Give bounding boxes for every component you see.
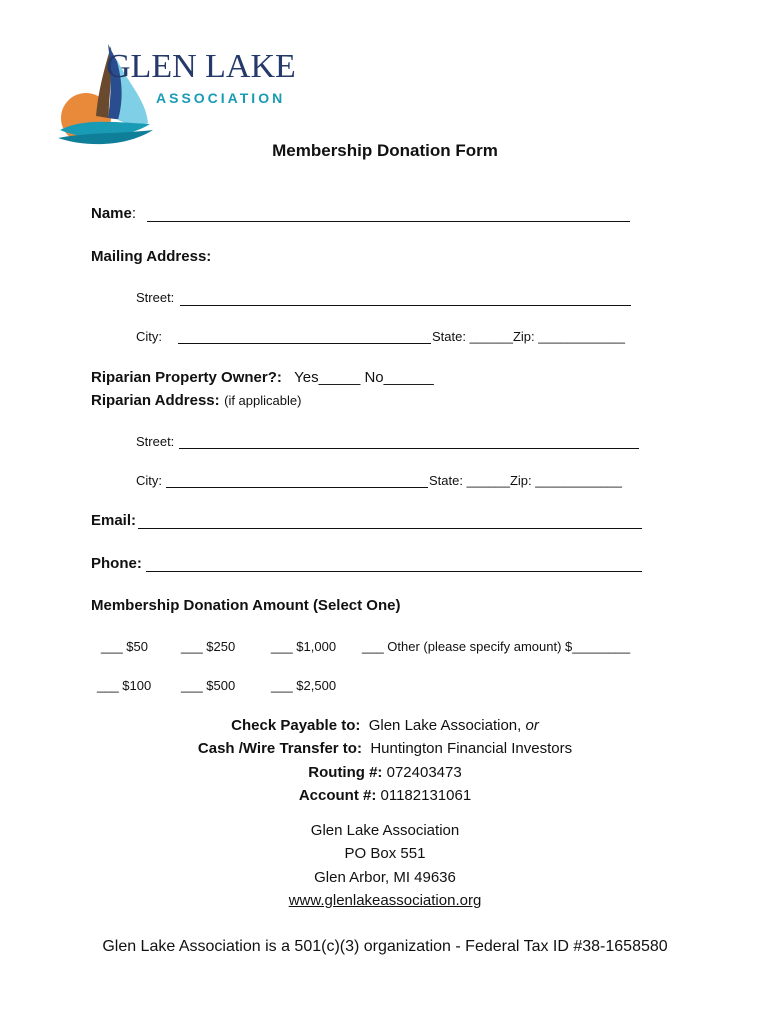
riparian-zip-field[interactable]: Zip: ____________ xyxy=(509,473,623,488)
name-label xyxy=(91,205,136,222)
riparian-city-field[interactable] xyxy=(166,487,428,488)
email-field[interactable] xyxy=(138,528,642,529)
account-label: Account #: xyxy=(298,787,377,804)
phone-label: Phone: xyxy=(91,555,142,572)
riparian-owner-label: Riparian Property Owner?: xyxy=(91,369,282,386)
amount-heading: Membership Donation Amount (Select One) xyxy=(91,597,401,614)
form-title: Membership Donation Form xyxy=(272,141,498,160)
footer-tax-id: Glen Lake Association is a 501(c)(3) organization - Federal Tax ID #38-1658580 xyxy=(102,938,668,955)
riparian-address-note: (if applicable) xyxy=(224,393,302,408)
riparian-owner-row xyxy=(91,369,434,386)
email-label: Email: xyxy=(91,512,137,529)
mailing-zip-field[interactable]: Zip: ____________ xyxy=(512,329,626,344)
amount-option-500[interactable]: ___ $500 xyxy=(181,678,236,693)
check-payable-row xyxy=(0,717,770,734)
website-link[interactable]: www.glenlakeassociation.org xyxy=(288,892,482,909)
riparian-street-field[interactable] xyxy=(179,448,639,449)
mailing-street-label: Street: xyxy=(136,290,175,305)
mailing-address-heading: Mailing Address: xyxy=(91,248,212,265)
check-payable-or: or xyxy=(525,717,539,734)
riparian-state-zip[interactable] xyxy=(429,473,622,488)
amount-option-250[interactable]: ___ $250 xyxy=(181,639,236,654)
amount-option-50[interactable]: ___ $50 xyxy=(101,639,148,654)
amount-option-other[interactable]: ___ Other (please specify amount) $________ xyxy=(362,639,631,654)
logo-subtitle: ASSOCIATION xyxy=(156,90,286,106)
amount-option-100[interactable]: ___ $100 xyxy=(97,678,152,693)
routing-row xyxy=(0,764,770,781)
address-city: Glen Arbor, MI 49636 xyxy=(314,869,456,886)
website-row xyxy=(0,892,770,909)
wire-transfer-row xyxy=(0,740,770,757)
name-colon: : xyxy=(131,205,137,222)
mailing-state-field[interactable]: State: ______ xyxy=(432,329,513,344)
riparian-state-field[interactable]: State: ______ xyxy=(429,473,510,488)
riparian-address-row xyxy=(91,392,301,410)
name-label-text: Name xyxy=(91,205,132,222)
routing-value: 072403473 xyxy=(386,764,462,781)
amount-option-1000[interactable]: ___ $1,000 xyxy=(271,639,337,654)
account-row xyxy=(0,787,770,804)
mailing-city-field[interactable] xyxy=(178,343,431,344)
check-payable-value: Glen Lake Association, xyxy=(368,717,522,734)
phone-field[interactable] xyxy=(146,571,642,572)
routing-label: Routing #: xyxy=(308,764,383,781)
address-org: Glen Lake Association xyxy=(310,822,460,839)
mailing-city-label: City: xyxy=(136,329,162,344)
riparian-city-label: City: xyxy=(136,473,162,488)
logo-title: GLEN LAKE xyxy=(106,48,296,85)
wire-transfer-value: Huntington Financial Investors xyxy=(370,740,573,757)
name-field[interactable] xyxy=(147,221,630,222)
wire-transfer-label: Cash /Wire Transfer to: xyxy=(197,740,362,757)
mailing-state-zip[interactable] xyxy=(432,329,625,344)
riparian-address-label: Riparian Address: xyxy=(91,392,220,409)
logo xyxy=(58,38,298,148)
amount-option-2500[interactable]: ___ $2,500 xyxy=(271,678,337,693)
check-payable-label: Check Payable to: xyxy=(231,717,361,734)
mailing-street-field[interactable] xyxy=(180,305,631,306)
address-box: PO Box 551 xyxy=(344,845,426,862)
riparian-street-label: Street: xyxy=(136,434,175,449)
account-value: 01182131061 xyxy=(380,787,472,804)
riparian-owner-options[interactable]: Yes_____ No______ xyxy=(294,369,434,386)
